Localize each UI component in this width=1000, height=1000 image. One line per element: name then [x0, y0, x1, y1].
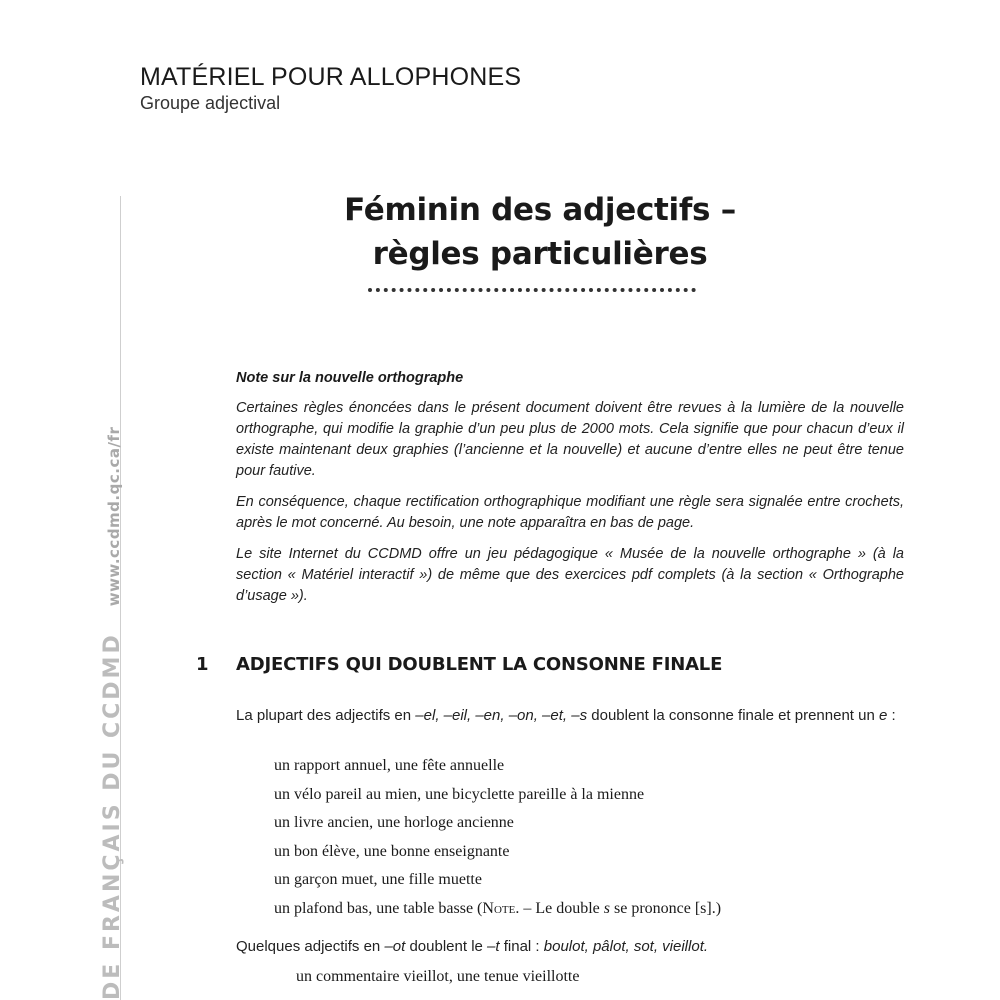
title-line-2: règles particulières: [372, 236, 708, 272]
intro-text: La plupart des adjectifs en: [236, 707, 412, 724]
series-title: MATÉRIEL POUR ALLOPHONES: [140, 63, 522, 91]
side-url-link[interactable]: www.ccdmd.qc.ca/fr: [105, 426, 123, 607]
example-item: un garçon muet, une fille muette: [274, 871, 482, 888]
example-vieillot: un commentaire vieillot, une tenue vieillotte: [296, 968, 580, 985]
example-item: un rapport annuel, une fête annuelle: [274, 757, 505, 774]
example-list: [274, 756, 721, 927]
intro2-final: final :: [503, 938, 540, 955]
example-item: un bon élève, une bonne enseignante: [274, 842, 510, 860]
section-1-heading: [196, 654, 722, 675]
example-last-rest: – Le double: [519, 899, 604, 917]
intro2-letter: –t: [487, 938, 500, 955]
section-number: 1: [196, 654, 209, 675]
section-1-intro-2: [236, 936, 904, 957]
title-dotted-rule: [368, 288, 696, 292]
note-title: Note sur la nouvelle orthographe: [236, 370, 464, 386]
example-item: un vélo pareil au mien, une bicyclette pareille à la mienne: [274, 785, 645, 803]
note-paragraph-3: Le site Internet du CCDMD offre un jeu pédagogique « Musée de la nouvelle orthographe » (à la section « Matériel interactif ») de même que des exercices pdf complets (à la section « Orthographe d’usage »).: [236, 546, 904, 604]
nota-label: Note.: [482, 899, 520, 917]
intro2-words: boulot, pâlot, sot, vieillot.: [543, 938, 709, 955]
title-line-1: Féminin des adjectifs –: [344, 192, 736, 228]
note-paragraph-2: En conséquence, chaque rectification orthographique modifiant une règle sera signalée entre crochets, après le mot concerné. Au besoin, une note apparaîtra en bas de page.: [236, 494, 904, 531]
intro-letter: e: [879, 707, 888, 724]
example-last-letter: s: [603, 899, 610, 917]
example-last-text: un plafond bas, une table basse (: [274, 899, 483, 917]
intro-rest: doublent la consonne finale et prennent un: [591, 707, 875, 724]
example-item: un livre ancien, une horloge ancienne: [274, 814, 514, 831]
intro2-suffix: –ot: [384, 938, 406, 955]
section-title: ADJECTIFS QUI DOUBLENT LA CONSONNE FINALE: [236, 654, 723, 675]
series-subtitle: Groupe adjectival: [140, 93, 281, 113]
intro2-text: Quelques adjectifs en: [236, 938, 381, 955]
note-paragraph-1: Certaines règles énoncées dans le présent document doivent être revues à la lumière de la nouvelle orthographe, qui modifie la graphie d’un peu plus de 2000 mots. Cela signifie que pour chacun d’eux il existe maintenant deux graphies (l’ancienne et la nouvelle) et aucune d’entre elles ne peut être tenue pour fautive.: [236, 400, 904, 479]
section-1-intro: [236, 705, 904, 726]
document-title: [320, 188, 760, 276]
side-brand-text: DE FRANÇAIS DU CCDMD: [100, 632, 125, 1000]
document-header: [140, 62, 521, 114]
example-last-end: se prononce [s].): [609, 899, 722, 917]
intro-suffixes: –el, –eil, –en, –on, –et, –s: [415, 707, 588, 724]
side-branding: [100, 427, 125, 1000]
note-box: [236, 370, 904, 617]
example-item-last: [274, 899, 721, 928]
intro-end: :: [887, 707, 896, 724]
intro2-mid: doublent le: [409, 938, 483, 955]
